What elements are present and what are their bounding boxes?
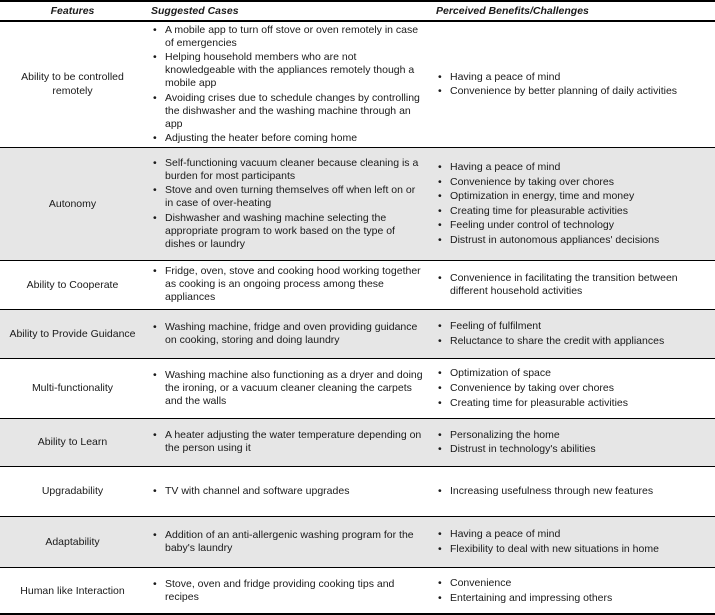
cases-cell <box>145 516 430 567</box>
header-suggested-cases: Suggested Cases <box>145 1 430 21</box>
list-item: • Feeling of fulfilment <box>436 320 709 333</box>
list-item: • Optimization in energy, time and money <box>436 190 709 203</box>
list-item: • Convenience <box>436 577 709 590</box>
list-item: • Stove, oven and fridge providing cooking tips and recipes <box>151 578 424 604</box>
list-item: • A heater adjusting the water temperature depending on the person using it <box>151 429 424 455</box>
list-item: • Personalizing the home <box>436 429 709 442</box>
table-body <box>0 21 715 614</box>
table-row <box>0 147 715 260</box>
list-item: • A mobile app to turn off stove or oven remotely in case of emergencies <box>151 24 424 50</box>
benefits-cell <box>430 21 715 147</box>
table-row <box>0 516 715 567</box>
feature-cell: Ability to be controlled remotely <box>21 71 124 98</box>
list-item: • Having a peace of mind <box>436 528 709 541</box>
list-item: • Convenience by taking over chores <box>436 176 709 189</box>
cases-cell <box>145 418 430 466</box>
list-item: • Adjusting the heater before coming home <box>151 132 424 145</box>
list-item: • Convenience in facilitating the transition between different household activities <box>436 272 709 298</box>
list-item: • Distrust in autonomous appliances' decisions <box>436 234 709 247</box>
benefits-cell <box>430 418 715 466</box>
cases-cell <box>145 358 430 418</box>
list-item: • Having a peace of mind <box>436 161 709 174</box>
table-row <box>0 358 715 418</box>
feature-cell: Ability to Learn <box>37 436 108 449</box>
list-item: • Helping household members who are not knowledgeable with the appliances remotely though a mobile app <box>151 51 424 90</box>
cases-list <box>151 157 424 251</box>
cases-cell <box>145 21 430 147</box>
benefits-list <box>436 161 709 247</box>
list-item: • Having a peace of mind <box>436 71 709 84</box>
list-item: • Washing machine, fridge and oven providing guidance on cooking, storing and doing laundry <box>151 321 424 347</box>
feature-cell: Human like Interaction <box>20 584 125 597</box>
list-item: • Self-functioning vacuum cleaner because cleaning is a burden for most participants <box>151 157 424 183</box>
header-perceived-benefits: Perceived Benefits/Challenges <box>430 1 715 21</box>
cases-list <box>151 265 424 304</box>
list-item: • Creating time for pleasurable activities <box>436 397 709 410</box>
cases-list <box>151 529 424 555</box>
benefits-cell <box>430 358 715 418</box>
benefits-cell <box>430 260 715 309</box>
list-item: • Distrust in technology's abilities <box>436 443 709 456</box>
table-row <box>0 309 715 358</box>
list-item: • Stove and oven turning themselves off when left on or in case of over-heating <box>151 184 424 210</box>
cases-cell <box>145 260 430 309</box>
benefits-cell <box>430 516 715 567</box>
list-item: • Reluctance to share the credit with appliances <box>436 335 709 348</box>
list-item: • Dishwasher and washing machine selecting the appropriate program to work based on the type of dishes or laundry <box>151 212 424 251</box>
feature-cell: Ability to Provide Guidance <box>9 327 136 340</box>
benefits-cell <box>430 567 715 614</box>
benefits-list <box>436 367 709 409</box>
feature-cell: Adaptability <box>45 535 100 548</box>
benefits-list <box>436 320 709 348</box>
table-row <box>0 567 715 614</box>
cases-cell <box>145 147 430 260</box>
benefits-cell <box>430 147 715 260</box>
benefits-cell <box>430 466 715 516</box>
cases-list <box>151 485 424 498</box>
list-item: • Addition of an anti-allergenic washing program for the baby's laundry <box>151 529 424 555</box>
benefits-list <box>436 71 709 99</box>
list-item: • Fridge, oven, stove and cooking hood working together as cooking is an ongoing process among these appliances <box>151 265 424 304</box>
table-header <box>0 1 715 21</box>
list-item: • Convenience by better planning of daily activities <box>436 85 709 98</box>
table-row <box>0 260 715 309</box>
benefits-list <box>436 485 709 498</box>
cases-list <box>151 578 424 604</box>
cases-list <box>151 24 424 146</box>
benefits-cell <box>430 309 715 358</box>
list-item: • Optimization of space <box>436 367 709 380</box>
list-item: • Increasing usefulness through new features <box>436 485 709 498</box>
header-features: Features <box>0 1 145 21</box>
cases-list <box>151 429 424 455</box>
cases-cell <box>145 567 430 614</box>
feature-cell: Multi-functionality <box>31 382 114 395</box>
benefits-list <box>436 272 709 298</box>
benefits-list <box>436 577 709 605</box>
table-row <box>0 466 715 516</box>
list-item: • Creating time for pleasurable activities <box>436 205 709 218</box>
benefits-list <box>436 429 709 457</box>
table-row <box>0 21 715 147</box>
list-item: • Feeling under control of technology <box>436 219 709 232</box>
header-row <box>0 1 715 21</box>
table-row <box>0 418 715 466</box>
list-item: • Washing machine also functioning as a dryer and doing the ironing, or a vacuum cleaner cleaning the carpets and the walls <box>151 369 424 408</box>
feature-cell: Autonomy <box>48 197 97 210</box>
cases-cell <box>145 466 430 516</box>
list-item: • TV with channel and software upgrades <box>151 485 424 498</box>
list-item: • Flexibility to deal with new situations in home <box>436 543 709 556</box>
feature-cell: Upgradability <box>41 485 104 498</box>
cases-list <box>151 321 424 347</box>
cases-cell <box>145 309 430 358</box>
benefits-list <box>436 528 709 556</box>
list-item: • Convenience by taking over chores <box>436 382 709 395</box>
list-item: • Entertaining and impressing others <box>436 592 709 605</box>
cases-list <box>151 369 424 408</box>
list-item: • Avoiding crises due to schedule changes by controlling the dishwasher and the washing machine through an app <box>151 92 424 131</box>
feature-cell: Ability to Cooperate <box>26 278 119 291</box>
